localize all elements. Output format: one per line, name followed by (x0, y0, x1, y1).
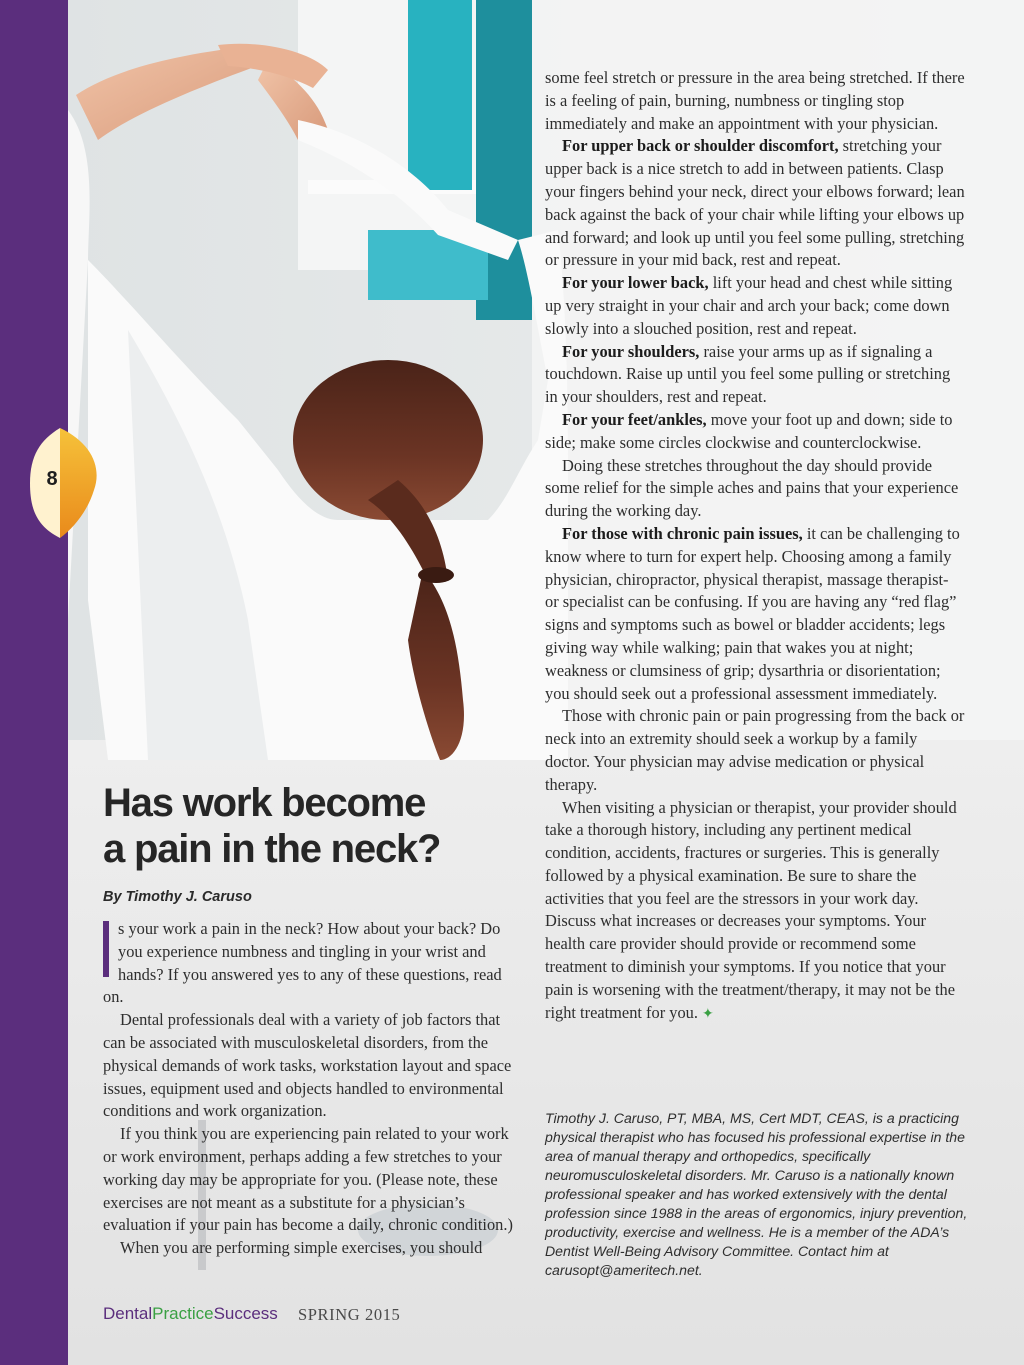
paragraph: Those with chronic pain or pain progressing from the back or neck into an extremity should seek a workup by a family doctor. Your physician may advise medication or physical therapy. (545, 706, 965, 794)
headline-line: a pain in the neck? (103, 827, 441, 871)
paragraph-lead: For those with chronic pain issues, (562, 523, 803, 543)
paragraph: When you are performing simple exercises, you should (120, 1238, 483, 1258)
mag-name-success: Success (213, 1304, 278, 1323)
paragraph-lead: For your lower back, (562, 273, 709, 293)
headline-line: Has work become (103, 781, 426, 825)
paragraph: If you think you are experiencing pain related to your work or work environment, perhaps adding a few stretches to your working day may be appropriate for you. (Please note, these exercises are not meant as a substitute for a physician’s evaluation if your pain has become a daily, chronic condition.) (103, 1124, 513, 1235)
intro-paragraph (103, 918, 521, 1009)
paragraph-text: stretching your upper back is a nice stretch to add in between patients. Clasp your fingers behind your neck, direct your elbows forward; lean back against the back of your chair while lifting your elbows up and forward; and look up until you feel some pulling, stretching or pressure in your mid back, rest and repeat. (545, 136, 965, 270)
byline: By Timothy J. Caruso (103, 889, 252, 905)
paragraph: some feel stretch or pressure in the area being stretched. If there is a feeling of pain, burning, numbness or tingling stop immediately and make an appointment with your physician. (545, 68, 965, 133)
drop-cap-bar (103, 921, 109, 977)
author-bio: Timothy J. Caruso, PT, MBA, MS, Cert MDT, CEAS, is a practicing physical therapist who has focused his professional expertise in the area of manual therapy and orthopedics, specifically neuromusculoskeletal disorders. Mr. Caruso is a nationally known professional speaker and has worked extensively with the dental profession since 1988 in the areas of ergonomics, injury prevention, productivity, exercise and wellness. He is a member of the ADA’s Dentist Well-Being Advisory Committee. Contact him at carusopt@ameritech.net. (545, 1110, 968, 1278)
right-column (545, 67, 965, 1026)
paragraph: Doing these stretches throughout the day should provide some relief for the simple aches and pains that your experience during the working day. (545, 455, 959, 521)
paragraph (545, 523, 965, 705)
paragraph-lead: For your feet/ankles, (562, 409, 707, 429)
paragraph (545, 272, 965, 340)
mag-name-dental: Dental (103, 1304, 153, 1323)
article-headline (103, 780, 523, 872)
paragraph: Dental professionals deal with a variety of job factors that can be associated with musculoskeletal disorders, from the physical demands of work tasks, workstation layout and space issues, equipment used and objects handled to environmental conditions and work organization. (103, 1010, 512, 1121)
paragraph-lead: For your shoulders, (562, 341, 700, 361)
end-mark-icon: ✦ (702, 1006, 714, 1022)
mag-name-practice: Practice (152, 1304, 214, 1323)
paragraph (545, 135, 965, 272)
issue-label: SPRING 2015 (298, 1305, 401, 1324)
paragraph (545, 797, 965, 1027)
paragraph-text: move your foot up and down; side to side; make some circles clockwise and counterclockwise. (545, 409, 953, 452)
left-column (103, 918, 521, 1260)
page-number: 8 (46, 468, 58, 490)
paragraph (545, 341, 965, 409)
paragraph-lead: For upper back or shoulder discomfort, (562, 136, 839, 156)
paragraph-text: s your work a pain in the neck? How about your back? Do you experience numbness and tingling in your wrist and hands? If you answered yes to any of these questions, read on. (103, 919, 502, 1007)
paragraph-text: When visiting a physician or therapist, your provider should take a thorough history, including any pertinent medical condition, accidents, fractures or surgeries. This is generally followed by a physical examination. Be sure to share the activities that you feel are the stressors in your work day. Discuss what increases or decreases your symptoms. Your health care provider should provide or recommend some treatment to diminish your symptoms. If you notice that your pain is worsening with the treatment/therapy, it may not be the right treatment for you. (545, 797, 957, 1022)
paragraph (545, 409, 965, 455)
paragraph-text: raise your arms up as if signaling a touchdown. Raise up until you feel some pulling or stretching in your shoulders, rest and repeat. (545, 341, 951, 407)
magazine-name (103, 1304, 278, 1324)
paragraph-text: it can be challenging to know where to turn for expert help. Choosing among a family physician, chiropractor, physical therapist, massage therapist- or specialist can be confusing. If you are having any “red flag” signs and symptoms such as bowel or bladder accidents; legs giving way while walking; pain that wakes you at night; weakness or clumsiness of grip; dysarthria or disorientation; you should seek out a professional assessment immediately. (545, 523, 960, 703)
paragraph-text: lift your head and chest while sitting up very straight in your chair and arch your back; come down slowly into a slouched position, rest and repeat. (545, 273, 953, 338)
purple-sidebar (0, 0, 68, 1365)
